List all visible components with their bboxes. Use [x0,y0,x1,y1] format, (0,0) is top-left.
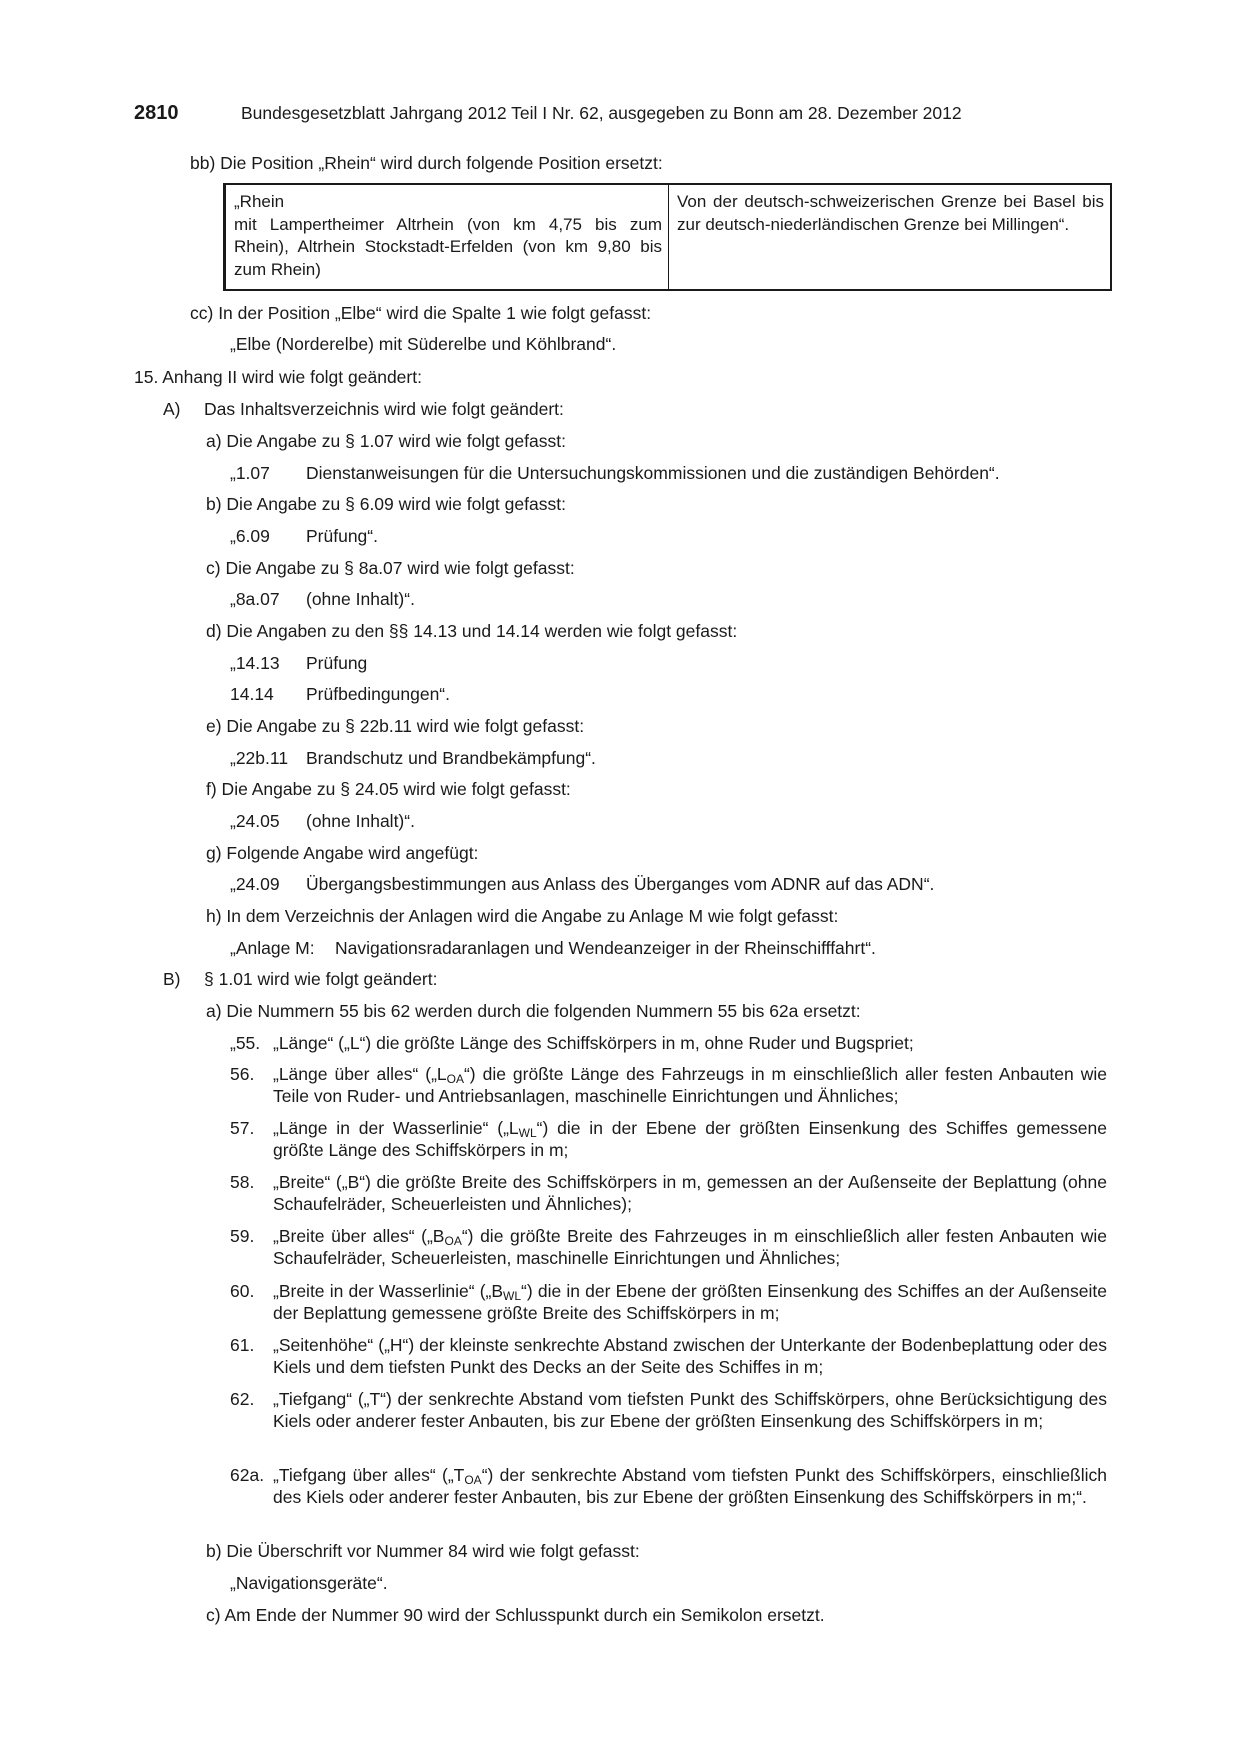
toc-entry-6-09: „6.09 Prüfung“. [230,526,378,546]
definition-number: 61. [230,1335,255,1355]
table-col1-heading: „Rhein [234,192,285,211]
section-B-text: § 1.01 wird wie folgt geändert: [204,969,438,989]
item-e-label: e) Die Angabe zu § 22b.11 wird wie folgt gefasst: [206,716,585,736]
toc-entry-24-05: „24.05 (ohne Inhalt)“. [230,811,415,831]
toc-entry-1-07: „1.07 Dienstanweisungen für die Untersuchungskommissionen und die zuständigen Behörden“. [230,463,1000,483]
item-B-b-quote: „Navigationsgeräte“. [230,1573,388,1593]
section-A-label: A) [163,399,181,419]
definition-text: „Seitenhöhe“ („H“) der kleinste senkrechte Abstand zwischen der Unterkante der Bodenbeplattung oder des Kiels und dem tiefsten Punkt des Decks an der Seite des Schiffes in m; [273,1335,1107,1377]
item-d-label: d) Die Angaben zu den §§ 14.13 und 14.14 werden wie folgt gefasst: [206,621,738,641]
toc-entry-22b-11: „22b.11 Brandschutz und Brandbekämpfung“. [230,748,596,768]
section-B-label: B) [163,969,181,989]
definition-number: 59. [230,1226,255,1246]
item-h-label: h) In dem Verzeichnis der Anlagen wird die Angabe zu Anlage M wie folgt gefasst: [206,906,839,926]
definition-text: „Tiefgang“ („T“) der senkrechte Abstand vom tiefsten Punkt des Schiffskörpers, ohne Berücksichtigung des Kiels oder anderer fester Anbauten, bis zur Ebene der größten Einsenkung des Schiffskörpers in m; [273,1389,1107,1431]
definition-number: „55. [230,1033,261,1053]
cc-quote: „Elbe (Norderelbe) mit Süderelbe und Köhlbrand“. [230,334,617,354]
definition-text: „Tiefgang über alles“ $(„T_{OA}“)$ der senkrechte Abstand vom tiefsten Punkt des Schiffskörpers, einschließlich des Kiels oder anderer fester Anbauten, bis zur Ebene der größten Einsenkung des Schiffskörpers in m;“. [273,1465,1107,1507]
bb-instruction: bb) Die Position „Rhein“ wird durch folgende Position ersetzt: [190,153,663,173]
item-f-label: f) Die Angabe zu § 24.05 wird wie folgt gefasst: [206,779,571,799]
item-b-label: b) Die Angabe zu § 6.09 wird wie folgt gefasst: [206,494,566,514]
toc-entry-anlage-m: „Anlage M: Navigationsradaranlagen und Wendeanzeiger in der Rheinschifffahrt“. [230,938,876,958]
page-number: 2810 [134,102,179,124]
toc-entry-14-13: „14.13 Prüfung [230,653,368,673]
definition-text: „Breite“ („B“) die größte Breite des Schiffskörpers in m, gemessen an der Außenseite der Beplattung (ohne Schaufelräder, Scheuerleisten und Ähnliches); [273,1172,1107,1214]
section-15-heading: 15. Anhang II wird wie folgt geändert: [134,367,422,387]
definition-number: 56. [230,1064,255,1084]
item-B-c-label: c) Am Ende der Nummer 90 wird der Schlusspunkt durch ein Semikolon ersetzt. [206,1605,825,1625]
toc-entry-14-14: 14.14 Prüfbedingungen“. [230,684,450,704]
toc-entry-24-09: „24.09 Übergangsbestimmungen aus Anlass des Überganges vom ADNR auf das ADN“. [230,874,935,894]
definition-number: 62a. [230,1465,265,1485]
rhein-position-table [223,183,1112,291]
table-column-2: Von der deutsch-schweizerischen Grenze bei Basel bis zur deutsch-niederländischen Grenze bei Millingen“. [677,192,1104,234]
definition-number: 58. [230,1172,255,1192]
definition-text: „Länge“ („L“) die größte Länge des Schiffskörpers in m, ohne Ruder und Bugspriet; [273,1033,914,1053]
item-B-a-label: a) Die Nummern 55 bis 62 werden durch die folgenden Nummern 55 bis 62a ersetzt: [206,1001,861,1021]
definition-text: „Breite über alles“ $(„B_{OA}“)$ die größte Breite des Fahrzeuges in m einschließlich aller festen Anbauten wie Schaufelräder, Scheuerleisten, maschinelle Einrichtungen und Ähnliches; [273,1226,1107,1268]
section-A-text: Das Inhaltsverzeichnis wird wie folgt geändert: [204,399,564,419]
definition-text: „Länge in der Wasserlinie“ $(„L_{WL}“)$ die in der Ebene der größten Einsenkung des Schiffes gemessene größte Länge des Schiffskörpers in m; [273,1118,1108,1160]
definition-number: 62. [230,1389,255,1409]
gazette-header: Bundesgesetzblatt Jahrgang 2012 Teil I Nr. 62, ausgegeben zu Bonn am 28. Dezember 2012 [241,103,962,123]
cc-instruction: cc) In der Position „Elbe“ wird die Spalte 1 wie folgt gefasst: [190,303,652,323]
item-B-b-label: b) Die Überschrift vor Nummer 84 wird wie folgt gefasst: [206,1541,640,1561]
definition-text: „Länge über alles“ $(„L_{OA}“)$ die größte Länge des Fahrzeugs in m einschließlich aller festen Anbauten wie Teile von Ruder- und Antriebsanlagen, maschinelle Einrichtungen und Ähnliches; [273,1064,1107,1106]
item-g-label: g) Folgende Angabe wird angefügt: [206,843,479,863]
definition-text: „Breite in der Wasserlinie“ $(„B_{WL}“)$ die in der Ebene der größten Einsenkung des Schiffes an der Außenseite der Beplattung gemessene größte Breite des Schiffskörpers in m; [273,1281,1107,1323]
definition-number: 57. [230,1118,255,1138]
item-a-label: a) Die Angabe zu § 1.07 wird wie folgt gefasst: [206,431,566,451]
table-column-1 [225,184,669,290]
item-c-label: c) Die Angabe zu § 8a.07 wird wie folgt gefasst: [206,558,575,578]
toc-entry-8a-07: „8a.07 (ohne Inhalt)“. [230,589,415,609]
table-col1-body: mit Lampertheimer Altrhein (von km 4,75 bis zum Rhein), Altrhein Stockstadt-Erfelden (von km 9,80 bis zum Rhein) [234,214,662,279]
definition-number: 60. [230,1281,255,1301]
